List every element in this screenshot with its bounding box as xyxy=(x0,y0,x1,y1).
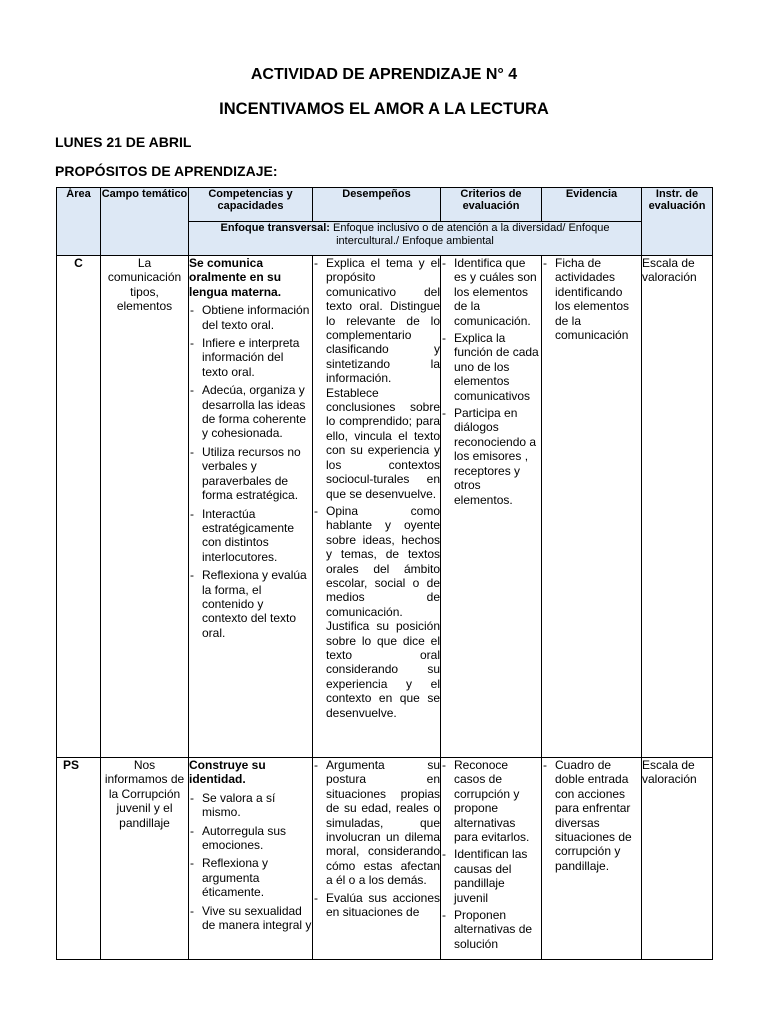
section-heading: PROPÓSITOS DE APRENDIZAJE: xyxy=(55,163,278,179)
capacidad-item: - Autorregula sus emociones. xyxy=(189,824,312,853)
header-competencias: Competencias y capacidades xyxy=(189,188,313,222)
header-desempenos: Desempeños xyxy=(313,188,441,222)
row-competencias xyxy=(189,758,313,960)
row-campo: La comunicación tipos, elementos xyxy=(101,256,189,758)
capacidad-item: - Infiere e interpreta información del texto oral. xyxy=(189,336,312,379)
learning-purposes-table xyxy=(56,187,713,960)
enfoque-label: Enfoque transversal: xyxy=(220,222,330,234)
criterio-item: - Identifica que es y cuáles son los elementos de la comunicación. xyxy=(441,256,541,328)
row-area: C xyxy=(57,256,101,758)
criterio-item: - Proponen alternativas de solución xyxy=(441,908,541,951)
evidencia-item: - Ficha de actividades identificando los elementos de la comunicación xyxy=(542,256,641,342)
header-instr-evaluacion: Instr. de evaluación xyxy=(642,188,713,256)
row-instr: Escala de valoración xyxy=(642,256,713,758)
criterio-item: - Participa en diálogos reconociendo a los emisores , receptores y otros elementos. xyxy=(441,406,541,507)
row-competencias xyxy=(189,256,313,758)
desempeno-item: - Explica el tema y el propósito comunicativo del texto oral. Distingue lo relevante de lo complementario clasificando y sintetizando la información. Establece conclusiones sobre lo comprendido; para ello, vincula el texto con su experiencia y los contextos sociocul-turales en que se desenvuelve. xyxy=(313,256,440,501)
table-row xyxy=(57,758,713,960)
header-area: Área xyxy=(57,188,101,256)
table-row xyxy=(57,256,713,758)
criterio-item: - Explica la función de cada uno de los elementos comunicativos xyxy=(441,331,541,403)
competencia-title: Construye su identidad. xyxy=(189,758,266,787)
capacidad-item: - Reflexiona y evalúa la forma, el contenido y contexto del texto oral. xyxy=(189,568,312,640)
row-evidencia xyxy=(542,758,642,960)
capacidad-item: - Adecúa, organiza y desarrolla las ideas de forma coherente y cohesionada. xyxy=(189,383,312,441)
capacidad-item: - Utiliza recursos no verbales y paraverbales de forma estratégica. xyxy=(189,445,312,503)
criterio-item: - Identifican las causas del pandillaje juvenil xyxy=(441,847,541,905)
capacidad-item: - Vive su sexualidad de manera integral y xyxy=(189,904,312,933)
enfoque-transversal xyxy=(189,222,642,256)
desempeno-item: - Opina como hablante y oyente sobre ideas, hechos y temas, de textos orales del ámbito escolar, social o de medios de comunicación. Justifica su posición sobre lo que dice el texto oral considerando su experiencia y el contexto en que se desenvuelve. xyxy=(313,504,440,720)
row-instr: Escala de valoración xyxy=(642,758,713,960)
row-desempenos xyxy=(313,256,441,758)
document-subtitle: INCENTIVAMOS EL AMOR A LA LECTURA xyxy=(219,100,549,118)
date-line: LUNES 21 DE ABRIL xyxy=(55,134,192,150)
document-title: ACTIVIDAD DE APRENDIZAJE N° 4 xyxy=(250,66,518,83)
row-desempenos xyxy=(313,758,441,960)
criterio-item: - Reconoce casos de corrupción y propone alternativas para evitarlos. xyxy=(441,758,541,844)
desempeno-item: - Evalúa sus acciones en situaciones de xyxy=(313,891,440,920)
capacidad-item: - Reflexiona y argumenta éticamente. xyxy=(189,856,312,899)
row-area: PS xyxy=(57,758,101,960)
desempeno-item: - Argumenta su postura en situaciones propias de su edad, reales o simuladas, que involucran un dilema moral, considerando cómo estas afectan a él o a los demás. xyxy=(313,758,440,888)
header-evidencia: Evidencia xyxy=(542,188,642,222)
capacidad-item: - Se valora a sí mismo. xyxy=(189,791,312,820)
capacidad-item: - Interactúa estratégicamente con distintos interlocutores. xyxy=(189,507,312,565)
row-criterios xyxy=(441,758,542,960)
header-campo-tematico: Campo temático xyxy=(101,188,189,256)
capacidad-item: - Obtiene información del texto oral. xyxy=(189,303,312,332)
evidencia-item: - Cuadro de doble entrada con acciones para enfrentar diversas situaciones de corrupción y pandillaje. xyxy=(542,758,641,873)
row-evidencia xyxy=(542,256,642,758)
competencia-title: Se comunica oralmente en su lengua materna. xyxy=(189,256,282,299)
row-campo: Nos informamos de la Corrupción juvenil y el pandillaje xyxy=(101,758,189,960)
header-criterios: Criterios de evaluación xyxy=(441,188,542,222)
enfoque-text: Enfoque inclusivo o de atención a la diversidad/ Enfoque intercultural./ Enfoque ambiental xyxy=(329,222,610,247)
row-criterios xyxy=(441,256,542,758)
